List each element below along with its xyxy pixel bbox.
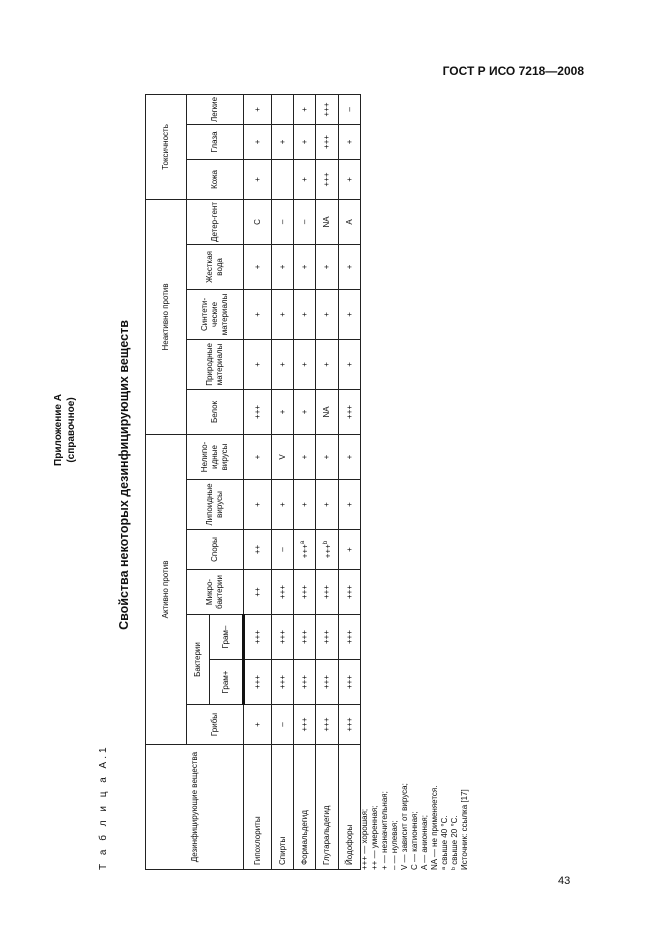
substance-name: Спирты	[272, 745, 294, 870]
header-eyes: Глаза	[187, 124, 244, 159]
cell-value: NA	[322, 216, 331, 228]
header-active-against: Активно против	[146, 434, 187, 744]
cell-value: +	[252, 264, 262, 270]
table-cell	[339, 244, 361, 289]
table-cell	[339, 530, 361, 570]
table-cell	[294, 615, 316, 660]
table-cell	[339, 660, 361, 705]
table-row	[294, 94, 316, 869]
table-cell	[244, 339, 272, 389]
note-line: NA — не применяется.	[430, 785, 439, 870]
cell-value: +	[344, 547, 354, 552]
table-cell	[272, 660, 294, 705]
note-line: C — катионная;	[410, 811, 419, 870]
table-cell	[294, 660, 316, 705]
table-cell	[339, 124, 361, 159]
table-cell	[316, 124, 339, 159]
table-cell	[244, 289, 272, 339]
rotated-table-area	[40, 95, 500, 870]
table-cell	[272, 389, 294, 434]
appendix-heading	[52, 330, 78, 530]
table-cell	[316, 199, 339, 244]
cell-value: +++	[299, 717, 309, 732]
table-cell	[339, 705, 361, 745]
cell-value: –	[299, 219, 309, 225]
cell-value: +	[299, 362, 309, 367]
table-cell	[244, 570, 272, 615]
header-mycobacteria: Микро-бактерии	[187, 570, 244, 615]
appendix-subtitle: (справочное)	[66, 397, 77, 463]
table-cell	[272, 615, 294, 660]
table-cell	[244, 615, 272, 660]
substance-name: Формальдегид	[294, 745, 316, 870]
cell-value: +	[252, 312, 262, 317]
table-cell	[244, 159, 272, 199]
table-cell	[272, 289, 294, 339]
cell-value: NA	[322, 406, 331, 418]
cell-value: +	[344, 264, 354, 270]
table-cell	[316, 159, 339, 199]
table-cell	[244, 434, 272, 479]
table-cell	[244, 124, 272, 159]
note-line: + — незначительная;	[380, 791, 389, 870]
table-cell	[294, 705, 316, 745]
cell-value: +	[252, 139, 262, 145]
table-cell	[316, 530, 339, 570]
cell-value: +	[322, 264, 331, 270]
header-lipoid-viruses: Липоидные вирусы	[187, 480, 244, 530]
cell-value: +	[344, 502, 354, 507]
table-cell	[316, 570, 339, 615]
header-bacteria: Бактерии	[187, 615, 210, 705]
header-lungs: Легкие	[187, 94, 244, 124]
table-cell	[272, 199, 294, 244]
table-cell	[272, 570, 294, 615]
table-cell	[316, 94, 339, 124]
cell-value: –	[277, 219, 287, 225]
cell-value: +	[322, 362, 331, 367]
cell-value: +	[252, 362, 262, 367]
cell-value: +++	[277, 630, 287, 645]
cell-value: +++	[300, 544, 310, 559]
table-cell	[294, 289, 316, 339]
table-cell	[244, 244, 272, 289]
table-cell	[294, 124, 316, 159]
cell-value: +++	[322, 585, 331, 600]
cell-value: +	[299, 502, 309, 507]
appendix-title: Приложение А	[53, 394, 64, 466]
cell-value: +++	[344, 717, 354, 732]
cell-value: +++	[322, 134, 331, 149]
table-cell	[316, 480, 339, 530]
table-row	[316, 94, 339, 869]
cell-value: +	[277, 264, 287, 270]
table-cell	[316, 339, 339, 389]
table-cell	[244, 199, 272, 244]
table-cell	[294, 159, 316, 199]
table-cell	[339, 434, 361, 479]
cell-value: +++	[322, 717, 331, 732]
cell-value: +++	[322, 630, 331, 645]
document-code: ГОСТ Р ИСО 7218—2008	[442, 64, 584, 78]
header-gram-positive: Грам+	[210, 660, 244, 705]
cell-value: +	[299, 312, 309, 317]
table-cell	[316, 705, 339, 745]
header-toxicity: Токсичность	[146, 94, 187, 199]
footnote-marker: a	[300, 540, 307, 545]
cell-value: +	[344, 454, 354, 460]
table-label: Т а б л и ц а А.1	[98, 744, 109, 870]
table-cell	[294, 480, 316, 530]
cell-value: C	[252, 219, 262, 225]
cell-value: +++	[322, 675, 331, 690]
table-cell	[244, 480, 272, 530]
table-cell	[272, 339, 294, 389]
header-skin: Кожа	[187, 159, 244, 199]
cell-value: +	[277, 409, 287, 415]
table-cell	[339, 339, 361, 389]
table-row	[244, 94, 272, 869]
table-cell	[272, 530, 294, 570]
table-cell	[339, 570, 361, 615]
table-row	[339, 94, 361, 869]
table-cell	[316, 660, 339, 705]
cell-value: +++	[253, 630, 262, 645]
cell-value: +	[299, 454, 309, 460]
table-cell	[272, 244, 294, 289]
cell-value: +	[344, 312, 354, 317]
table-cell	[272, 705, 294, 745]
header-fungi: Грибы	[187, 705, 244, 745]
table-cell	[339, 94, 361, 124]
table-cell	[244, 530, 272, 570]
cell-value: +	[277, 362, 287, 367]
header-protein: Белок	[187, 389, 244, 434]
cell-value: +	[252, 502, 262, 507]
header-hard-water: Жесткая вода	[187, 244, 244, 289]
table-cell	[244, 705, 272, 745]
table-cell	[339, 159, 361, 199]
cell-value: +	[344, 362, 354, 367]
note-line: A — анионная;	[420, 815, 429, 870]
cell-value: +	[252, 107, 262, 112]
cell-value: A	[344, 219, 354, 225]
cell-value: +	[322, 454, 331, 460]
table-cell	[316, 289, 339, 339]
note-line: Источник: ссылка [17]	[460, 789, 469, 870]
header-substance: Дезинфицирующие вещества	[146, 745, 244, 870]
table-cell	[294, 199, 316, 244]
table-cell	[339, 199, 361, 244]
table-title: Свойства некоторых дезинфицирующих веществ	[117, 320, 131, 630]
cell-value: –	[277, 722, 287, 727]
note-line: V — зависит от вируса;	[400, 783, 409, 870]
disinfectants-table	[145, 94, 361, 870]
header-gram-negative: Грам–	[210, 615, 244, 660]
table-cell	[244, 94, 272, 124]
cell-value: +	[277, 502, 287, 507]
cell-value: +	[322, 312, 331, 317]
note-line: +++ — хорошая;	[360, 808, 369, 870]
table-cell	[294, 434, 316, 479]
table-cell	[272, 434, 294, 479]
substance-name: Гипохлориты	[244, 745, 272, 870]
table-cell	[316, 244, 339, 289]
table-cell	[244, 660, 272, 705]
table-cell	[294, 570, 316, 615]
cell-value: +++	[344, 585, 354, 600]
cell-value: +	[252, 454, 262, 460]
header-spores: Споры	[187, 530, 244, 570]
cell-value: +++	[344, 630, 354, 645]
note-line: ᵃ свыше 40 °C.	[440, 815, 449, 870]
table-cell	[339, 389, 361, 434]
cell-value: +++	[299, 675, 309, 690]
cell-value: +++	[277, 585, 287, 600]
header-detergent: Детер-гент	[187, 199, 244, 244]
cell-value: +++	[322, 172, 331, 187]
cell-value: ++	[252, 587, 262, 597]
cell-value: +	[299, 139, 309, 145]
cell-value: +	[344, 139, 354, 145]
table-cell	[339, 615, 361, 660]
table-cell	[339, 480, 361, 530]
cell-value: +	[252, 722, 262, 727]
cell-value: +	[299, 409, 309, 415]
footnote-marker: b	[322, 540, 329, 545]
table-cell	[316, 389, 339, 434]
cell-value: ++	[252, 544, 262, 555]
table-cell	[316, 615, 339, 660]
header-nonlipoid-viruses: Нелипо-идные вирусы	[187, 434, 244, 479]
cell-value: +++	[322, 102, 331, 117]
header-synthetic-materials: Синтети-ческие материалы	[187, 289, 244, 339]
table-cell	[294, 530, 316, 570]
cell-value: +	[299, 177, 309, 182]
cell-value: +	[277, 139, 287, 145]
cell-value: +	[277, 312, 287, 317]
note-line: ᵇ свыше 20 °C.	[450, 815, 459, 870]
table-cell	[244, 389, 272, 434]
cell-value: +++	[344, 675, 354, 690]
cell-value: +++	[299, 630, 309, 645]
cell-value: –	[344, 107, 354, 112]
table-cell	[272, 94, 294, 124]
cell-value: +	[322, 502, 331, 507]
cell-value: –	[277, 547, 287, 552]
cell-value: +	[344, 177, 354, 182]
page-number: 43	[558, 875, 571, 887]
table-cell	[272, 480, 294, 530]
substance-name: Йодофоры	[339, 745, 361, 870]
table-cell	[316, 434, 339, 479]
table-row	[272, 94, 294, 869]
table-body	[244, 94, 361, 869]
table-cell	[294, 339, 316, 389]
header-inactive-against: Неактивно против	[146, 199, 187, 434]
cell-value: +++	[344, 404, 354, 419]
cell-value: +++	[299, 585, 309, 600]
cell-value: +	[299, 264, 309, 270]
cell-value: +++	[252, 404, 262, 419]
table-cell	[294, 94, 316, 124]
table-cell	[272, 124, 294, 159]
cell-value: V	[277, 454, 287, 460]
table-cell	[294, 389, 316, 434]
table-cell	[294, 244, 316, 289]
cell-value: +++	[253, 675, 262, 690]
table-cell	[272, 159, 294, 199]
cell-value: +++	[323, 544, 333, 559]
cell-value: +	[299, 107, 309, 112]
substance-name: Глутаральдегид	[316, 745, 339, 870]
note-line: ++ — умеренная;	[370, 805, 379, 870]
cell-value: +	[252, 177, 262, 182]
cell-value: +++	[277, 675, 287, 690]
table-cell	[339, 289, 361, 339]
header-natural-materials: Природные материалы	[187, 339, 244, 389]
table-notes	[360, 783, 470, 870]
note-line: – — нулевая;	[390, 820, 399, 870]
